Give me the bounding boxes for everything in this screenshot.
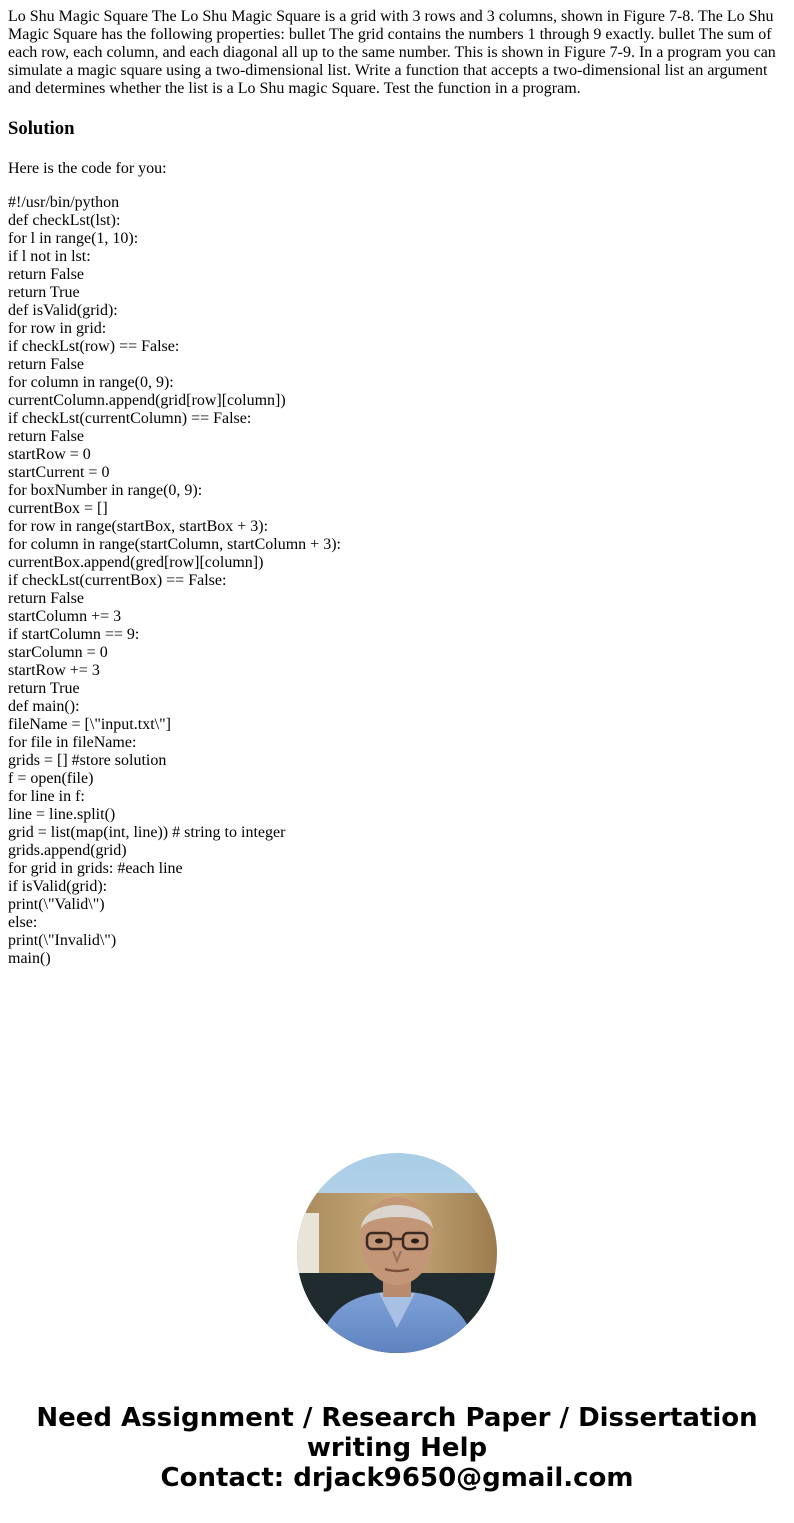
code-line: #!/usr/bin/python — [8, 194, 120, 211]
code-line: for row in grid: — [8, 320, 107, 337]
code-line: for boxNumber in range(0, 9): — [8, 482, 203, 499]
code-line: grids.append(grid) — [8, 842, 127, 859]
code-line: currentBox = [] — [8, 500, 108, 517]
code-line: if l not in lst: — [8, 248, 91, 265]
code-line: print(\"Invalid\") — [8, 932, 117, 949]
code-line: else: — [8, 914, 38, 931]
banner-line-3: Contact: drjack9650@gmail.com — [160, 1463, 634, 1493]
author-photo — [297, 1153, 497, 1353]
code-line: return False — [8, 428, 84, 445]
banner-line-1: Need Assignment / Research Paper / Dissertation — [36, 1403, 758, 1433]
code-line: return False — [8, 590, 84, 607]
code-line: starColumn = 0 — [8, 644, 108, 661]
code-line: f = open(file) — [8, 770, 94, 787]
code-line: def main(): — [8, 698, 80, 715]
contact-banner — [0, 1403, 794, 1493]
intro-text: Here is the code for you: — [8, 160, 167, 177]
code-line: for l in range(1, 10): — [8, 230, 139, 247]
code-line: def checkLst(lst): — [8, 212, 121, 229]
code-line: for column in range(startColumn, startColumn + 3): — [8, 536, 341, 553]
code-line: fileName = [\"input.txt\"] — [8, 716, 171, 733]
code-line: for line in f: — [8, 788, 85, 805]
code-line: currentColumn.append(grid[row][column]) — [8, 392, 286, 409]
code-block — [8, 194, 786, 968]
code-line: def isValid(grid): — [8, 302, 118, 319]
code-line: for file in fileName: — [8, 734, 137, 751]
code-line: if checkLst(currentColumn) == False: — [8, 410, 252, 427]
question-text: Lo Shu Magic Square The Lo Shu Magic Square is a grid with 3 rows and 3 columns, shown in Figure 7-8. The Lo Shu Magic Square has the following properties: bullet The grid contains the numbers 1 through 9 exactly. bullet The sum of each row, each column, and each diagonal all up to the same number. This is shown in Figure 7-9. In a program you can simulate a magic square using a two-dimensional list. Write a function that accepts a two-dimensional list an argument and determines whether the list is a Lo Shu magic Square. Test the function in a program. — [8, 8, 776, 97]
code-line: startRow += 3 — [8, 662, 100, 679]
code-line: if checkLst(row) == False: — [8, 338, 180, 355]
code-line: return False — [8, 356, 84, 373]
solution-heading: Solution — [8, 118, 75, 139]
code-line: if isValid(grid): — [8, 878, 108, 895]
code-line: if checkLst(currentBox) == False: — [8, 572, 227, 589]
code-line: for column in range(0, 9): — [8, 374, 174, 391]
code-line: for grid in grids: #each line — [8, 860, 183, 877]
code-line: return False — [8, 266, 84, 283]
code-line: print(\"Valid\") — [8, 896, 105, 913]
code-line: line = line.split() — [8, 806, 116, 823]
code-line: for row in range(startBox, startBox + 3): — [8, 518, 269, 535]
code-line: startRow = 0 — [8, 446, 91, 463]
code-line: startColumn += 3 — [8, 608, 122, 625]
code-line: main() — [8, 950, 51, 967]
code-line: grid = list(map(int, line)) # string to integer — [8, 824, 286, 841]
code-line: if startColumn == 9: — [8, 626, 140, 643]
code-line: currentBox.append(gred[row][column]) — [8, 554, 264, 571]
code-line: return True — [8, 680, 80, 697]
banner-line-2: writing Help — [306, 1433, 488, 1463]
code-line: return True — [8, 284, 80, 301]
code-line: grids = [] #store solution — [8, 752, 167, 769]
code-line: startCurrent = 0 — [8, 464, 110, 481]
